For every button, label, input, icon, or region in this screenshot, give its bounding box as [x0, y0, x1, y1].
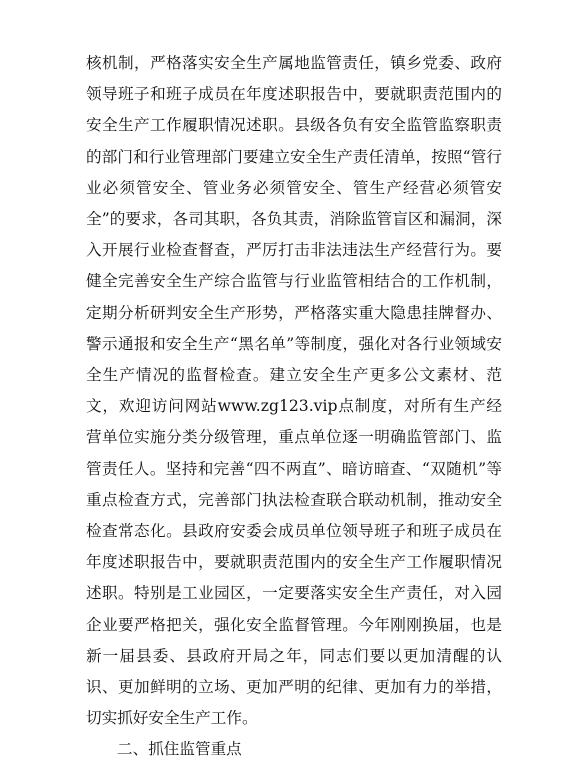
section-heading: 二、抓住监管重点 [117, 740, 242, 759]
document-content [86, 48, 502, 766]
body-paragraph: 核机制，严格落实安全生产属地监管责任，镇乡党委、政府领导班子和班子成员在年度述职报告中，要就职责范围内的安全生产工作履职情况述职。县级各负有安全监管监察职责的部门和行业管理部门要建立安全生产责任清单，按照“管行业必须管安全、管业务必须管安全、管生产经营必须管安全”的要求，各司其职，各负其责，消除监管盲区和漏洞，深入开展行业检查督查，严厉打击非法违法生产经营行为。要健全完善安全生产综合监管与行业监管相结合的工作机制，定期分析研判安全生产形势，严格落实重大隐患挂牌督办、警示通报和安全生产“黑名单”等制度，强化对各行业领域安全生产情况的监督检查。建立安全生产更多公文素材、范文，欢迎访问网站www.zg123.vip点制度，对所有生产经营单位实施分类分级管理，重点单位逐一明确监管部门、监管责任人。坚持和完善“四不两直”、暗访暗查、“双随机”等重点检查方式，完善部门执法检查联合联动机制，推动安全检查常态化。县政府安委会成员单位领导班子和班子成员在年度述职报告中，要就职责范围内的安全生产工作履职情况述职。特别是工业园区，一定要落实安全生产责任，对入园企业要严格把关，强化安全监督管理。今年刚刚换届，也是新一届县委、县政府开局之年，同志们要以更加清醒的认识、更加鲜明的立场、更加严明的纪律、更加有力的举措，切实抓好安全生产工作。 [86, 54, 502, 728]
